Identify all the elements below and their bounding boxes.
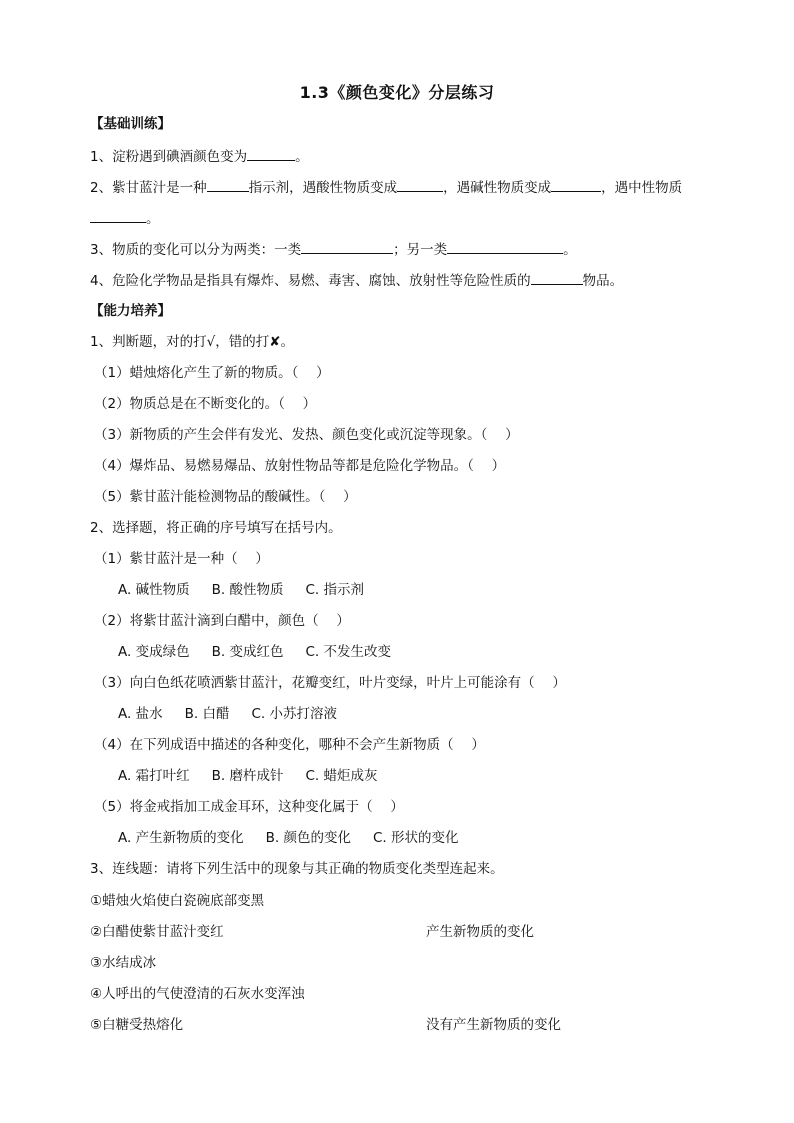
question-end: 。 [295, 149, 309, 165]
choice-options-4 [118, 766, 399, 786]
choice-question-3: （3）向白色纸花喷洒紫甘蓝汁，花瓣变红，叶片变绿，叶片上可能涂有（ ） [94, 675, 566, 691]
choice-option[interactable]: A. 产生新物质的变化 [118, 830, 244, 846]
choice-options-2 [118, 642, 413, 662]
section-basic-heading: 【基础训练】 [90, 116, 171, 132]
question-1-2-cont [90, 208, 160, 229]
judge-item-3: （3）新物质的产生会伴有发光、发热、颜色变化或沉淀等现象。（ ） [94, 427, 519, 443]
question-1-3 [90, 239, 577, 260]
judge-item-1: （1）蜡烛熔化产生了新的物质。（ ） [94, 365, 330, 381]
match-left-4[interactable]: ④人呼出的气使澄清的石灰水变浑浊 [90, 986, 305, 1002]
choice-option[interactable]: A. 盐水 [118, 706, 163, 722]
match-left-1[interactable]: ①蜡烛火焰使白瓷碗底部变黑 [90, 893, 265, 909]
choice-option[interactable]: B. 酸性物质 [211, 582, 284, 598]
choice-options-1 [118, 580, 386, 600]
answer-blank[interactable] [247, 146, 295, 161]
judge-item-2: （2）物质总是在不断变化的。（ ） [94, 396, 317, 412]
choice-option[interactable]: A. 霜打叶红 [118, 768, 190, 784]
choice-option[interactable]: C. 指示剂 [305, 582, 364, 598]
match-intro: 3、连线题：请将下列生活中的现象与其正确的物质变化类型连起来。 [90, 861, 504, 877]
question-1-1 [90, 146, 309, 167]
question-text: ，遇中性物质 [601, 180, 683, 196]
choice-option[interactable]: C. 形状的变化 [372, 830, 459, 846]
choice-option[interactable]: B. 变成红色 [211, 644, 284, 660]
choice-options-5 [118, 828, 480, 848]
match-left-5[interactable]: ⑤白糖受热熔化 [90, 1017, 184, 1033]
question-text: 3、物质的变化可以分为两类：一类 [90, 242, 302, 258]
question-text: 1、淀粉遇到碘酒颜色变为 [90, 149, 248, 165]
choice-intro: 2、选择题，将正确的序号填写在括号内。 [90, 520, 342, 536]
match-left-3[interactable]: ③水结成冰 [90, 955, 157, 971]
judge-item-4: （4）爆炸品、易燃易爆品、放射性物品等都是危险化学物品。（ ） [94, 458, 506, 474]
question-1-2 [90, 177, 682, 198]
choice-question-5: （5）将金戒指加工成金耳环，这种变化属于（ ） [94, 799, 404, 815]
answer-blank[interactable] [397, 177, 443, 192]
choice-question-2: （2）将紫甘蓝汁滴到白醋中，颜色（ ） [94, 613, 350, 629]
section-ability-heading: 【能力培养】 [90, 303, 171, 319]
question-text: 指示剂，遇酸性物质变成 [248, 180, 398, 196]
choice-option[interactable]: C. 小苏打溶液 [251, 706, 337, 722]
choice-option[interactable]: B. 磨杵成针 [211, 768, 284, 784]
question-1-4 [90, 270, 623, 291]
question-end: 。 [146, 211, 160, 227]
choice-options-3 [118, 704, 359, 724]
question-text: ；另一类 [393, 242, 448, 258]
choice-option[interactable]: B. 颜色的变化 [265, 830, 351, 846]
question-end: 。 [563, 242, 577, 258]
choice-option[interactable]: A. 变成绿色 [118, 644, 190, 660]
judge-intro: 1、判断题，对的打√，错的打✘。 [90, 334, 295, 350]
question-text: 4、危险化学物品是指具有爆炸、易燃、毒害、腐蚀、放射性等危险性质的 [90, 273, 531, 289]
answer-blank[interactable] [447, 239, 563, 254]
choice-option[interactable]: A. 碱性物质 [118, 582, 190, 598]
answer-blank[interactable] [551, 177, 601, 192]
choice-option[interactable]: B. 白醋 [184, 706, 230, 722]
answer-blank[interactable] [90, 208, 146, 223]
page-title: 1.3《颜色变化》分层练习 [299, 83, 495, 102]
answer-blank[interactable] [531, 270, 583, 285]
choice-option[interactable]: C. 不发生改变 [305, 644, 391, 660]
question-end: 物品。 [582, 273, 624, 289]
match-right-2[interactable]: 没有产生新物质的变化 [426, 1017, 561, 1033]
question-text: ，遇碱性物质变成 [443, 180, 552, 196]
question-text: 2、紫甘蓝汁是一种 [90, 180, 207, 196]
match-right-1[interactable]: 产生新物质的变化 [426, 924, 534, 940]
match-left-2[interactable]: ②白醋使紫甘蓝汁变红 [90, 924, 224, 940]
choice-question-1: （1）紫甘蓝汁是一种（ ） [94, 551, 269, 567]
answer-blank[interactable] [207, 177, 249, 192]
choice-question-4: （4）在下列成语中描述的各种变化，哪种不会产生新物质（ ） [94, 737, 485, 753]
choice-option[interactable]: C. 蜡炬成灰 [305, 768, 378, 784]
judge-item-5: （5）紫甘蓝汁能检测物品的酸碱性。（ ） [94, 489, 357, 505]
answer-blank[interactable] [301, 239, 393, 254]
